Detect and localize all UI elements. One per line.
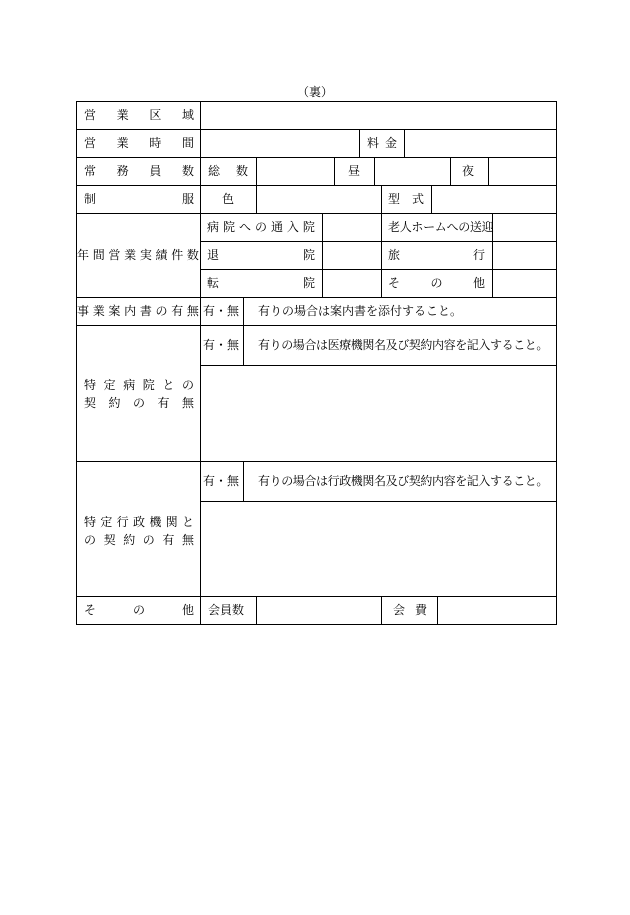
label-hospital-contract-1: 特 定 病 院 と の [84,378,194,392]
label-transfer: 転 院 [207,276,315,290]
label-members: 会員数 [208,603,245,617]
label-dues: 会 費 [393,603,427,617]
label-color: 色 [222,192,235,206]
label-annual-record: 年 間 営 業 実 績 件 数 [77,248,199,262]
label-model: 型 式 [388,192,424,206]
label-uniform: 制 服 [84,192,194,206]
label-staff-count: 常 務 員 数 [84,164,194,178]
label-fee: 料 金 [367,136,397,150]
yes-no-hospital: 有・無 [203,338,240,352]
yes-no-admin: 有・無 [203,474,240,488]
label-hospital-contract-2: 契 約 の 有 無 [84,396,194,410]
label-nursing-transfer: 老人ホームへの送迎 [388,220,494,234]
page-title: （裏） [296,85,333,99]
brochure-note: 有りの場合は案内書を添付すること。 [258,304,463,318]
label-admin-contract-2: の 契 約 の 有 無 [84,533,194,547]
hospital-note: 有りの場合は医療機関名及び契約内容を記入すること。 [258,338,549,352]
label-night: 夜 [462,164,475,178]
form-table [76,101,557,625]
yes-no-brochure: 有・無 [203,304,240,318]
label-other: そ の 他 [84,603,194,617]
admin-note: 有りの場合は行政機関名及び契約内容を記入すること。 [258,474,549,488]
label-total: 総 数 [208,164,248,178]
label-business-area: 営 業 区 域 [84,108,194,122]
label-travel: 旅 行 [388,248,485,262]
label-brochure: 事 業 案 内 書 の 有 無 [77,304,199,318]
label-day: 昼 [348,164,361,178]
label-business-hours: 営 業 時 間 [84,136,194,150]
label-hospital-visit: 病 院 へ の 通 入 院 [207,220,315,234]
label-discharge: 退 院 [207,248,315,262]
label-other-small: そ の 他 [388,276,485,290]
label-admin-contract-1: 特 定 行 政 機 関 と [84,515,194,529]
